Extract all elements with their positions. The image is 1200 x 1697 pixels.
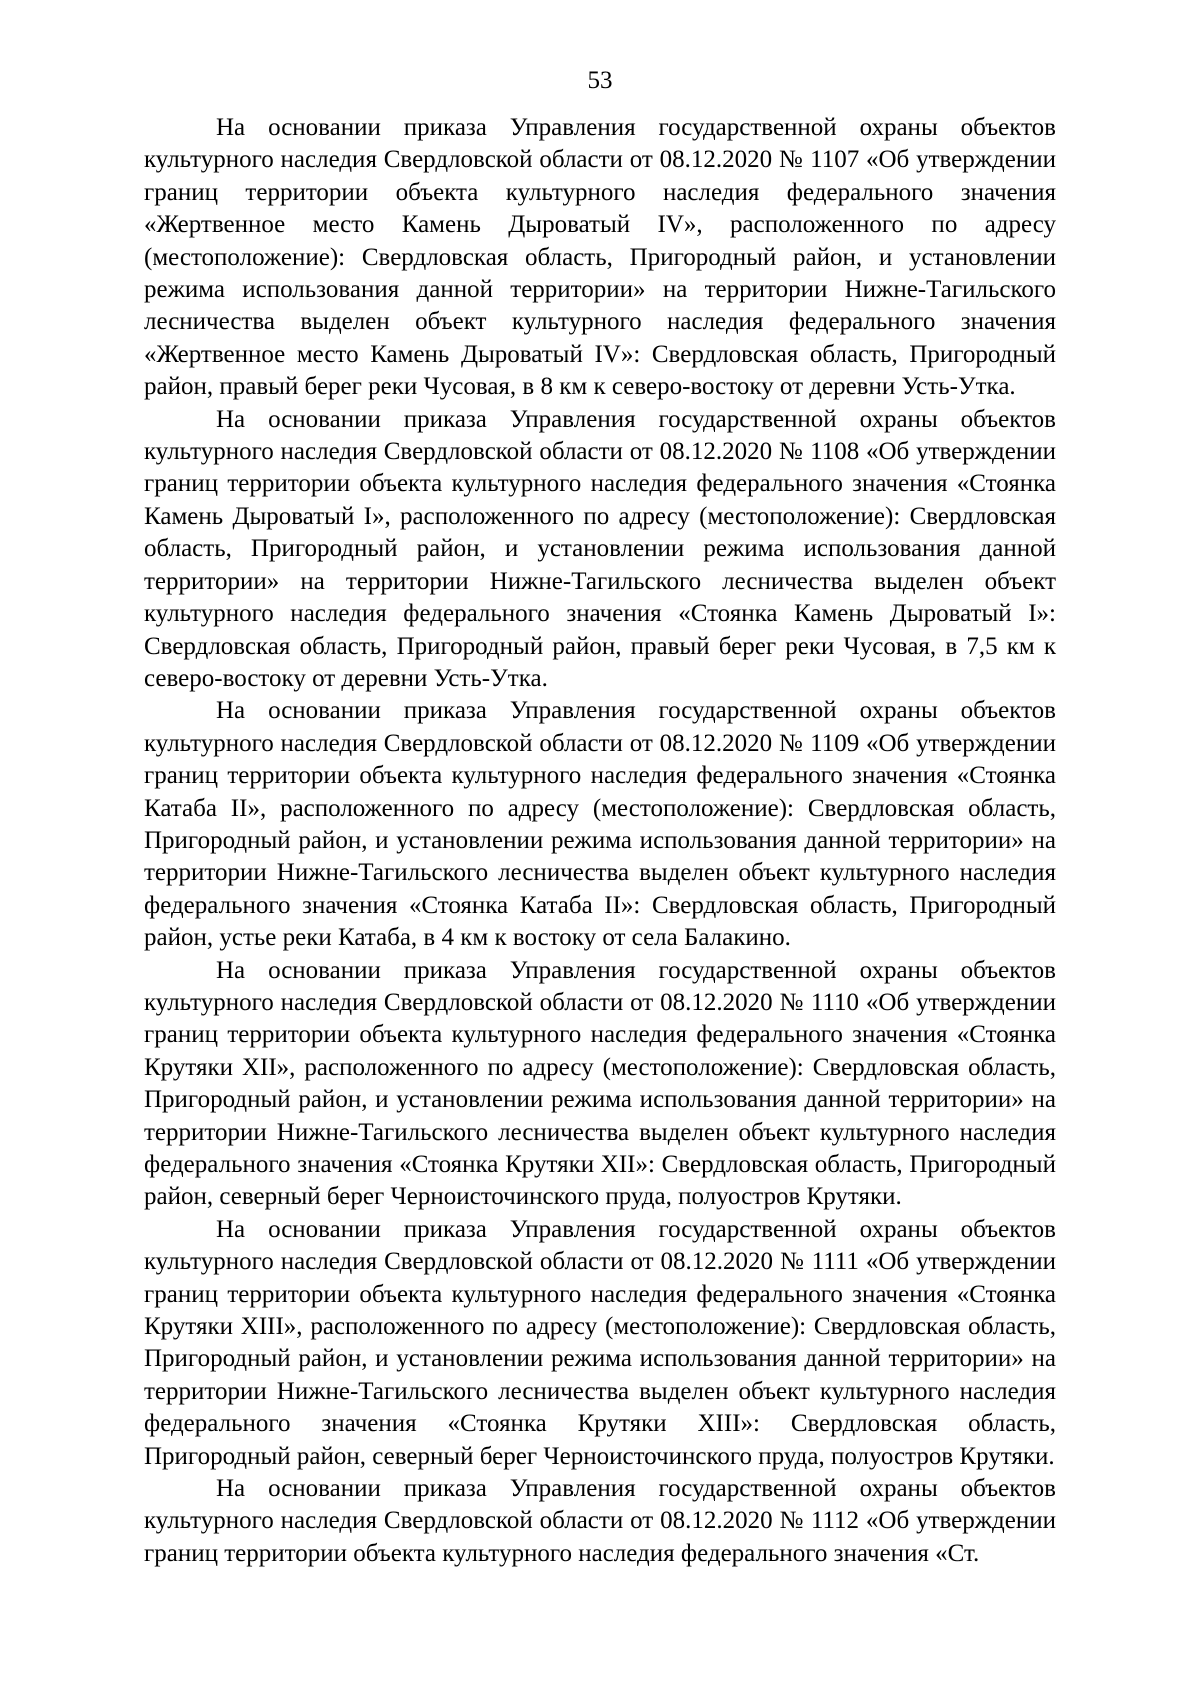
document-body bbox=[144, 112, 1056, 1570]
paragraph-4: На основании приказа Управления государственной охраны объектов культурного наследия Свердловской области от 08.12.2020 № 1110 «Об утверждении границ территории объекта культурного наследия федерального значения «Стоянка Крутяки XII», расположенного по адресу (местоположение): Свердловская область, Пригородный район, и установлении режима использования данной территории» на территории Нижне-Тагильского лесничества выделен объект культурного наследия федерального значения «Стоянка Крутяки XII»: Свердловская область, Пригородный район, северный берег Черноисточинского пруда, полуостров Крутяки. bbox=[144, 956, 1056, 1211]
paragraph-6: На основании приказа Управления государственной охраны объектов культурного наследия Свердловской области от 08.12.2020 № 1112 «Об утверждении границ территории объекта культурного наследия федерального значения «Ст. bbox=[144, 1475, 1056, 1567]
paragraph-1: На основании приказа Управления государственной охраны объектов культурного наследия Свердловской области от 08.12.2020 № 1107 «Об утверждении границ территории объекта культурного наследия федерального значения «Жертвенное место Камень Дыроватый IV», расположенного по адресу (местоположение): Свердловская область, Пригородный район, и установлении режима использования данной территории» на территории Нижне-Тагильского лесничества выделен объект культурного наследия федерального значения «Жертвенное место Камень Дыроватый IV»: Свердловская область, Пригородный район, правый берег реки Чусовая, в 8 км к северо-востоку от деревни Усть-Утка. bbox=[144, 114, 1056, 401]
paragraph-5: На основании приказа Управления государственной охраны объектов культурного наследия Свердловской области от 08.12.2020 № 1111 «Об утверждении границ территории объекта культурного наследия федерального значения «Стоянка Крутяки XIII», расположенного по адресу (местоположение): Свердловская область, Пригородный район, и установлении режима использования данной территории» на территории Нижне-Тагильского лесничества выделен объект культурного наследия федерального значения «Стоянка Крутяки XIII»: Свердловская область, Пригородный район, северный берег Черноисточинского пруда, полуостров Крутяки. bbox=[144, 1215, 1056, 1470]
page-number: 53 bbox=[587, 67, 613, 94]
paragraph-2: На основании приказа Управления государственной охраны объектов культурного наследия Свердловской области от 08.12.2020 № 1108 «Об утверждении границ территории объекта культурного наследия федерального значения «Стоянка Камень Дыроватый I», расположенного по адресу (местоположение): Свердловская область, Пригородный район, и установлении режима использования данной территории» на территории Нижне-Тагильского лесничества выделен объект культурного наследия федерального значения «Стоянка Камень Дыроватый I»: Свердловская область, Пригородный район, правый берег реки Чусовая, в 7,5 км к северо-востоку от деревни Усть-Утка. bbox=[144, 405, 1056, 692]
paragraph-3: На основании приказа Управления государственной охраны объектов культурного наследия Свердловской области от 08.12.2020 № 1109 «Об утверждении границ территории объекта культурного наследия федерального значения «Стоянка Катаба II», расположенного по адресу (местоположение): Свердловская область, Пригородный район, и установлении режима использования данной территории» на территории Нижне-Тагильского лесничества выделен объект культурного наследия федерального значения «Стоянка Катаба II»: Свердловская область, Пригородный район, устье реки Катаба, в 4 км к востоку от села Балакино. bbox=[144, 697, 1056, 952]
